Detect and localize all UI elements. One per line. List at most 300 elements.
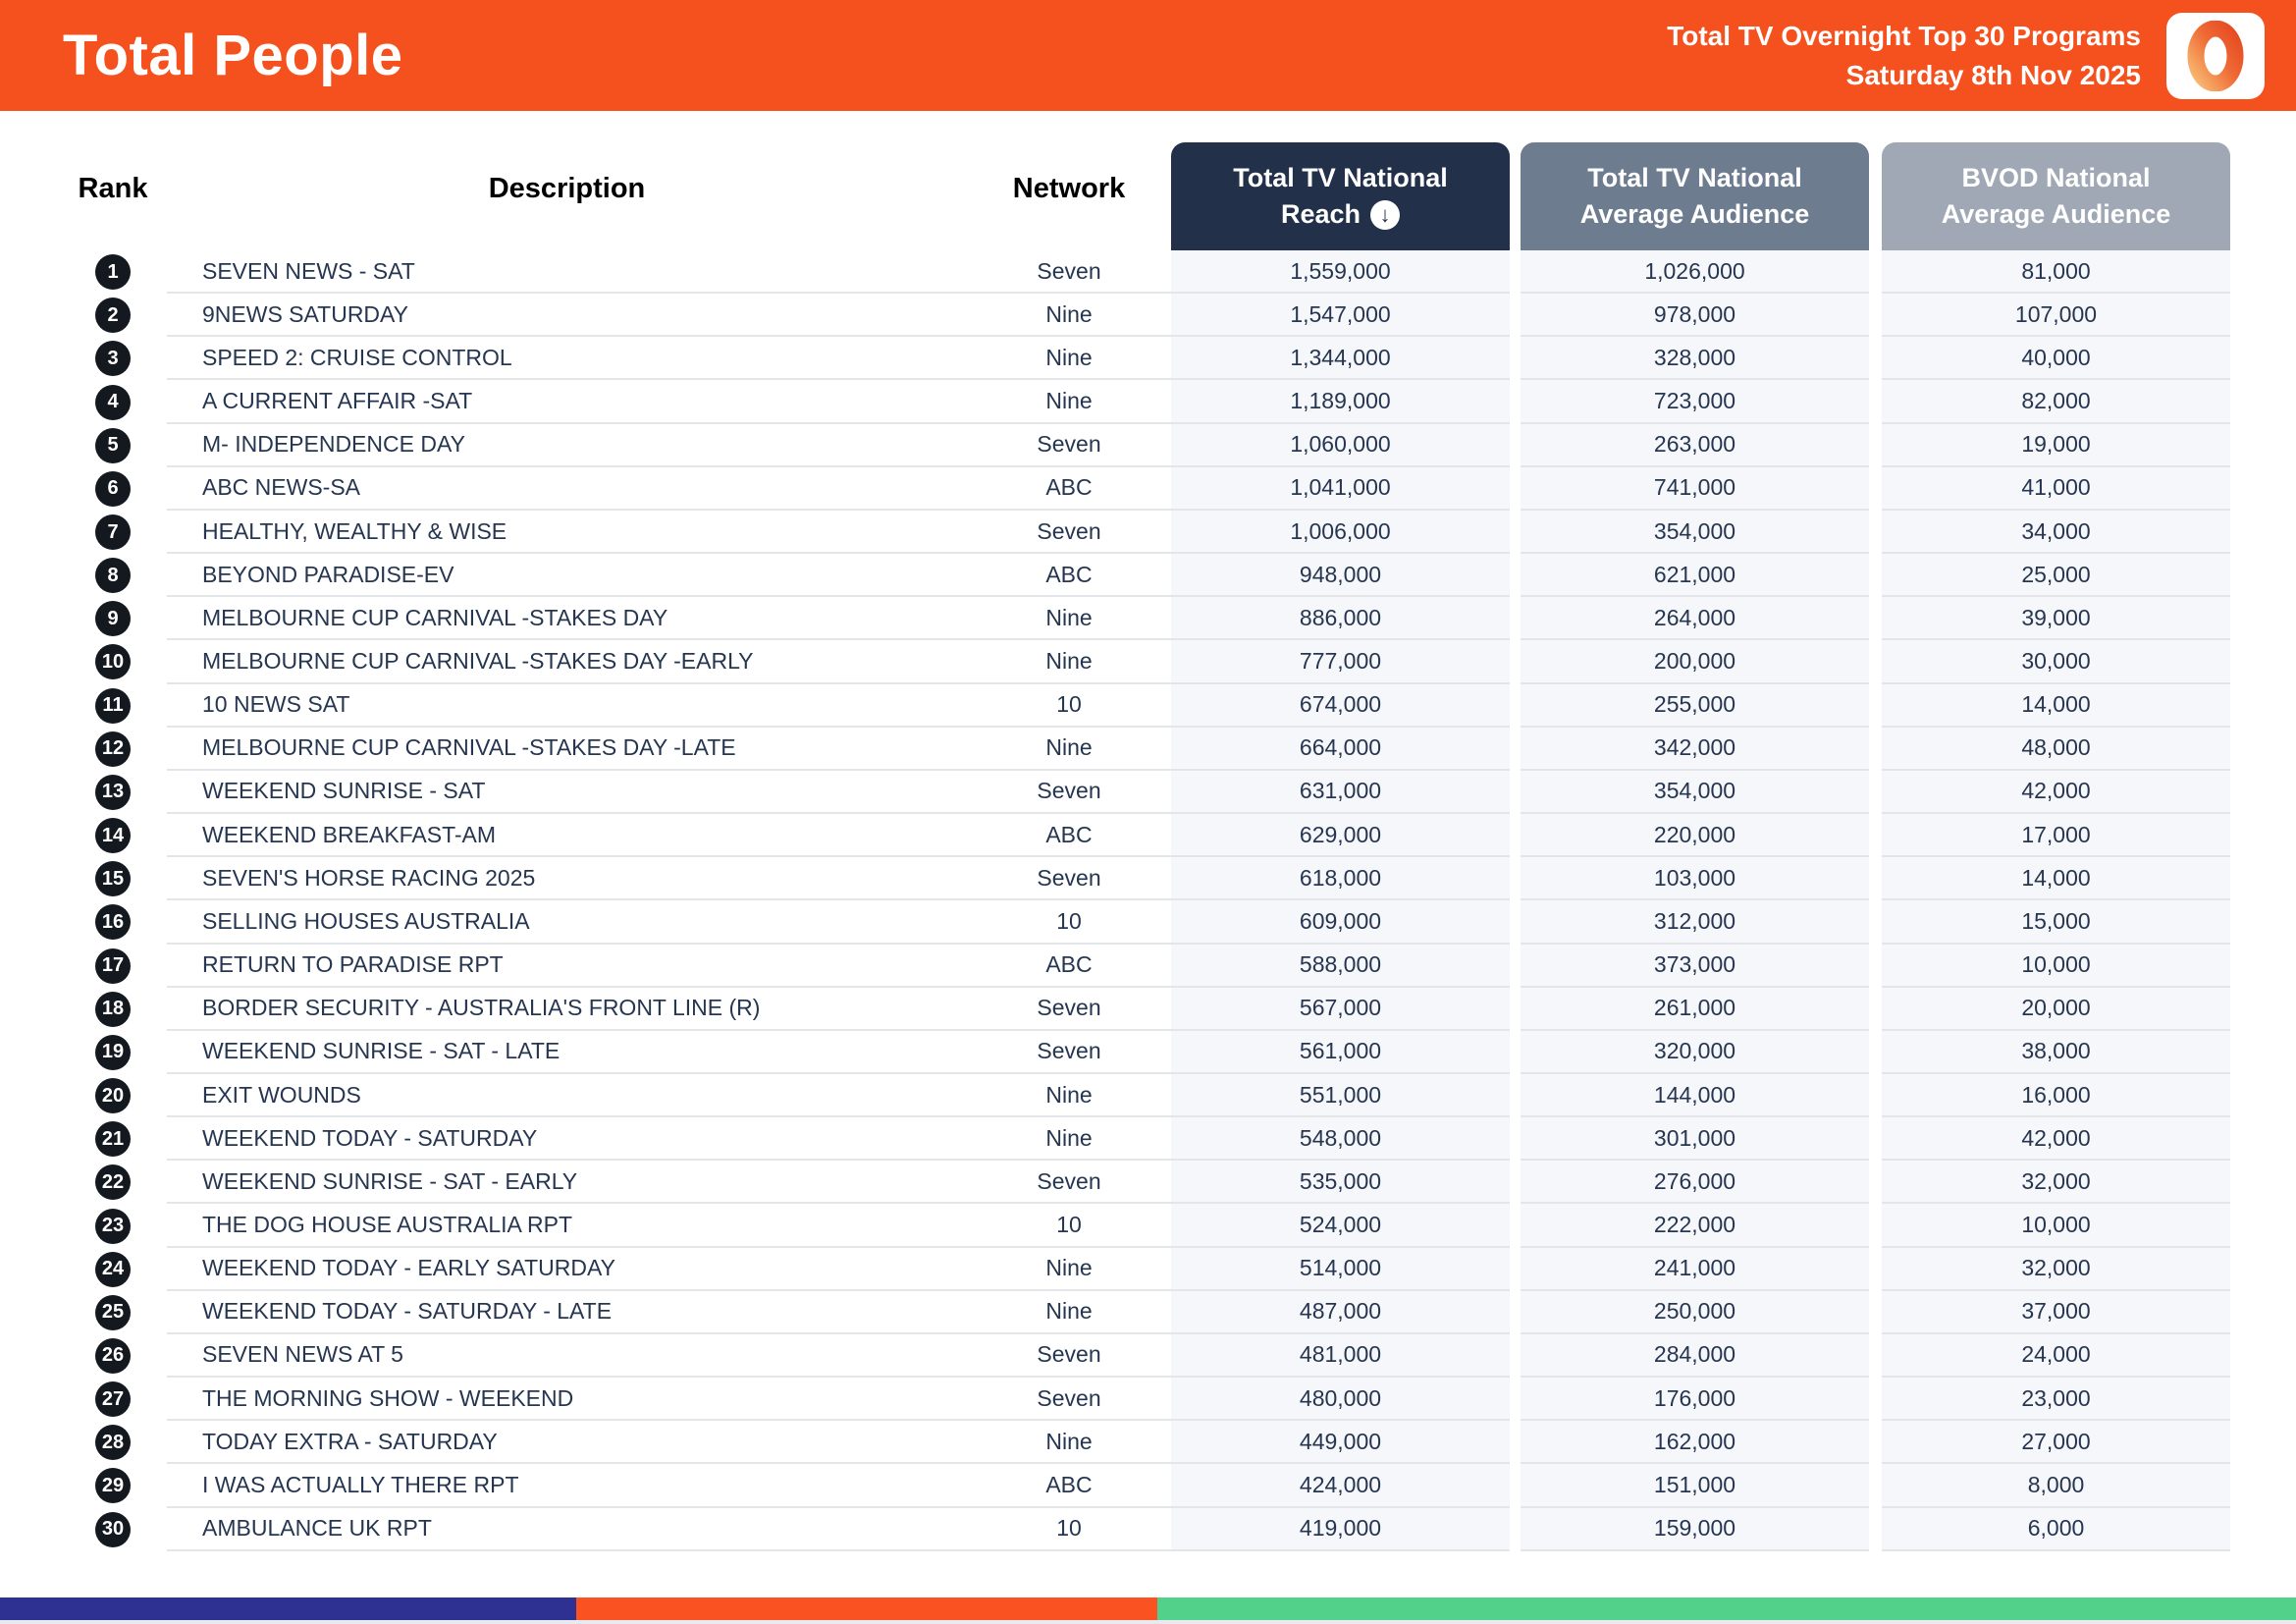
total-tv-avg-audience-value: 284,000 [1521, 1334, 1869, 1378]
rank-badge: 28 [95, 1425, 131, 1460]
column-gap [1869, 250, 1882, 294]
bvod-avg-audience-value: 10,000 [1882, 1204, 2230, 1247]
column-gap [1869, 554, 1882, 597]
total-tv-avg-audience-value: 200,000 [1521, 640, 1869, 683]
column-gap [1869, 684, 1882, 728]
program-network: ABC [967, 945, 1171, 988]
program-description: TODAY EXTRA - SATURDAY [167, 1421, 967, 1464]
column-gap [1510, 1378, 1521, 1421]
column-gap [1510, 1464, 1521, 1507]
rank-cell [59, 857, 167, 900]
table-row [59, 1508, 2230, 1551]
program-network: Nine [967, 1248, 1171, 1291]
rank-badge: 21 [95, 1121, 131, 1157]
program-description: M- INDEPENDENCE DAY [167, 424, 967, 467]
bvod-avg-audience-value: 25,000 [1882, 554, 2230, 597]
program-network: Seven [967, 771, 1171, 814]
rank-cell [59, 900, 167, 944]
table-row [59, 1464, 2230, 1507]
rank-badge: 6 [95, 471, 131, 507]
rank-cell [59, 294, 167, 337]
column-gap [1510, 900, 1521, 944]
total-tv-reach-value: 548,000 [1171, 1117, 1510, 1161]
total-tv-reach-value: 1,041,000 [1171, 467, 1510, 511]
program-network: Nine [967, 597, 1171, 640]
rank-badge: 19 [95, 1035, 131, 1070]
col-header-description: Description [488, 173, 646, 204]
column-gap [1869, 1508, 1882, 1551]
table-row [59, 988, 2230, 1031]
total-tv-reach-value: 567,000 [1171, 988, 1510, 1031]
bvod-avg-audience-value: 48,000 [1882, 728, 2230, 771]
table-row [59, 1291, 2230, 1334]
program-description: WEEKEND SUNRISE - SAT - LATE [167, 1031, 967, 1074]
program-description: MELBOURNE CUP CARNIVAL -STAKES DAY -LATE [167, 728, 967, 771]
column-gap [1869, 857, 1882, 900]
total-tv-avg-audience-value: 159,000 [1521, 1508, 1869, 1551]
rank-badge: 14 [95, 818, 131, 853]
table-row [59, 1204, 2230, 1247]
report-subtitle [1667, 17, 2141, 95]
avg-header-line1: Total TV National [1587, 163, 1802, 192]
column-gap [1869, 945, 1882, 988]
table-row [59, 1421, 2230, 1464]
bvod-avg-audience-value: 40,000 [1882, 337, 2230, 380]
total-tv-avg-audience-value: 342,000 [1521, 728, 1869, 771]
col-header-bvod-avg-audience [1882, 142, 2230, 250]
rank-cell [59, 771, 167, 814]
rank-badge: 22 [95, 1164, 131, 1200]
reach-header-line2: Reach [1280, 199, 1362, 229]
rank-badge: 12 [95, 731, 131, 767]
total-tv-reach-value: 631,000 [1171, 771, 1510, 814]
sort-descending-icon: ↓ [1370, 200, 1400, 230]
rank-badge: 8 [95, 558, 131, 593]
column-gap [1869, 1421, 1882, 1464]
table-row [59, 294, 2230, 337]
column-gap [1869, 814, 1882, 857]
table-row [59, 1334, 2230, 1378]
rank-badge: 7 [95, 514, 131, 550]
table-row [59, 814, 2230, 857]
col-header-total-tv-avg-audience [1521, 142, 1869, 250]
program-description: 10 NEWS SAT [167, 684, 967, 728]
program-description: WEEKEND TODAY - SATURDAY [167, 1117, 967, 1161]
program-network: Nine [967, 294, 1171, 337]
total-tv-reach-value: 514,000 [1171, 1248, 1510, 1291]
total-tv-avg-audience-value: 978,000 [1521, 294, 1869, 337]
total-tv-reach-value: 1,344,000 [1171, 337, 1510, 380]
rank-badge: 27 [95, 1381, 131, 1417]
bvod-avg-audience-value: 10,000 [1882, 945, 2230, 988]
bvod-avg-audience-value: 23,000 [1882, 1378, 2230, 1421]
table-row [59, 900, 2230, 944]
table-row [59, 771, 2230, 814]
program-description: SPEED 2: CRUISE CONTROL [167, 337, 967, 380]
total-tv-avg-audience-value: 320,000 [1521, 1031, 1869, 1074]
column-gap [1869, 380, 1882, 423]
program-description: AMBULANCE UK RPT [167, 1508, 967, 1551]
rank-cell [59, 1334, 167, 1378]
program-description: EXIT WOUNDS [167, 1074, 967, 1117]
column-gap [1869, 771, 1882, 814]
rank-cell [59, 684, 167, 728]
header-bar [0, 0, 2296, 111]
rank-badge: 11 [95, 688, 131, 724]
rank-badge: 18 [95, 992, 131, 1027]
total-tv-reach-value: 1,060,000 [1171, 424, 1510, 467]
rank-cell [59, 511, 167, 554]
rank-badge: 15 [95, 861, 131, 896]
total-tv-reach-value: 535,000 [1171, 1161, 1510, 1204]
col-header-total-tv-reach[interactable] [1171, 142, 1510, 250]
table-row [59, 945, 2230, 988]
program-network: Nine [967, 1421, 1171, 1464]
rank-cell [59, 380, 167, 423]
bvod-avg-audience-value: 32,000 [1882, 1248, 2230, 1291]
bvod-avg-audience-value: 19,000 [1882, 424, 2230, 467]
rank-badge: 3 [95, 341, 131, 376]
bvod-avg-audience-value: 107,000 [1882, 294, 2230, 337]
total-tv-avg-audience-value: 261,000 [1521, 988, 1869, 1031]
program-network: Nine [967, 728, 1171, 771]
total-tv-reach-value: 1,189,000 [1171, 380, 1510, 423]
total-tv-reach-value: 664,000 [1171, 728, 1510, 771]
rank-cell [59, 1378, 167, 1421]
rank-cell [59, 1161, 167, 1204]
report-subtitle-line1: Total TV Overnight Top 30 Programs [1667, 20, 2141, 51]
total-tv-reach-value: 424,000 [1171, 1464, 1510, 1507]
program-description: RETURN TO PARADISE RPT [167, 945, 967, 988]
col-header-rank: Rank [78, 173, 148, 204]
rank-cell [59, 1074, 167, 1117]
rank-cell [59, 424, 167, 467]
program-description: THE MORNING SHOW - WEEKEND [167, 1378, 967, 1421]
program-network: Seven [967, 1161, 1171, 1204]
total-tv-reach-value: 524,000 [1171, 1204, 1510, 1247]
rank-badge: 30 [95, 1512, 131, 1547]
total-tv-avg-audience-value: 723,000 [1521, 380, 1869, 423]
program-description: SEVEN'S HORSE RACING 2025 [167, 857, 967, 900]
rank-cell [59, 554, 167, 597]
total-tv-avg-audience-value: 354,000 [1521, 511, 1869, 554]
rank-cell [59, 814, 167, 857]
table-row [59, 337, 2230, 380]
column-gap [1510, 294, 1521, 337]
rank-badge: 10 [95, 644, 131, 679]
total-tv-avg-audience-value: 220,000 [1521, 814, 1869, 857]
column-gap [1869, 128, 1882, 250]
rank-cell [59, 1508, 167, 1551]
column-gap [1869, 1204, 1882, 1247]
reach-header-line1: Total TV National [1233, 163, 1448, 192]
program-network: Seven [967, 424, 1171, 467]
rank-badge: 25 [95, 1295, 131, 1330]
total-tv-avg-audience-value: 328,000 [1521, 337, 1869, 380]
bvod-avg-audience-value: 34,000 [1882, 511, 2230, 554]
column-gap [1510, 424, 1521, 467]
rank-badge: 4 [95, 385, 131, 420]
bvod-avg-audience-value: 39,000 [1882, 597, 2230, 640]
bvod-avg-audience-value: 32,000 [1882, 1161, 2230, 1204]
rank-cell [59, 728, 167, 771]
program-network: Nine [967, 640, 1171, 683]
rank-badge: 20 [95, 1078, 131, 1113]
column-gap [1869, 900, 1882, 944]
column-gap [1510, 1291, 1521, 1334]
total-tv-reach-value: 480,000 [1171, 1378, 1510, 1421]
bvod-avg-audience-value: 81,000 [1882, 250, 2230, 294]
total-tv-avg-audience-value: 373,000 [1521, 945, 1869, 988]
program-network: ABC [967, 814, 1171, 857]
total-tv-reach-value: 886,000 [1171, 597, 1510, 640]
program-network: ABC [967, 554, 1171, 597]
program-network: Seven [967, 988, 1171, 1031]
bvod-avg-audience-value: 42,000 [1882, 771, 2230, 814]
program-network: Nine [967, 1291, 1171, 1334]
total-tv-avg-audience-value: 250,000 [1521, 1291, 1869, 1334]
column-gap [1510, 1204, 1521, 1247]
table-row [59, 380, 2230, 423]
program-description: A CURRENT AFFAIR -SAT [167, 380, 967, 423]
column-gap [1869, 294, 1882, 337]
column-gap [1869, 1031, 1882, 1074]
program-description: BEYOND PARADISE-EV [167, 554, 967, 597]
column-gap [1510, 597, 1521, 640]
header-right [1667, 13, 2265, 99]
page-title: Total People [63, 24, 403, 87]
rank-cell [59, 1031, 167, 1074]
rank-badge: 24 [95, 1252, 131, 1287]
total-tv-reach-value: 948,000 [1171, 554, 1510, 597]
footer-color-bar [0, 1597, 2296, 1620]
program-network: Seven [967, 1378, 1171, 1421]
rank-badge: 26 [95, 1338, 131, 1374]
rank-badge: 5 [95, 428, 131, 463]
program-network: ABC [967, 467, 1171, 511]
total-tv-avg-audience-value: 176,000 [1521, 1378, 1869, 1421]
program-network: 10 [967, 1508, 1171, 1551]
bvod-avg-audience-value: 27,000 [1882, 1421, 2230, 1464]
total-tv-avg-audience-value: 301,000 [1521, 1117, 1869, 1161]
bvod-avg-audience-value: 37,000 [1882, 1291, 2230, 1334]
program-description: WEEKEND BREAKFAST-AM [167, 814, 967, 857]
program-network: Nine [967, 337, 1171, 380]
rank-cell [59, 1204, 167, 1247]
program-description: WEEKEND SUNRISE - SAT [167, 771, 967, 814]
rank-badge: 9 [95, 601, 131, 636]
program-description: 9NEWS SATURDAY [167, 294, 967, 337]
rank-badge: 23 [95, 1209, 131, 1244]
column-gap [1869, 467, 1882, 511]
program-network: Seven [967, 857, 1171, 900]
bvod-header-line1: BVOD National [1961, 163, 2151, 192]
avg-header-line2: Average Audience [1579, 199, 1810, 229]
total-tv-reach-value: 1,006,000 [1171, 511, 1510, 554]
table-row [59, 250, 2230, 294]
rank-badge: 29 [95, 1468, 131, 1503]
column-gap [1510, 1421, 1521, 1464]
column-gap [1869, 597, 1882, 640]
program-network: Nine [967, 1117, 1171, 1161]
table-row [59, 1378, 2230, 1421]
column-gap [1510, 128, 1521, 250]
table-body [59, 250, 2230, 1551]
program-network: 10 [967, 900, 1171, 944]
total-tv-reach-value: 561,000 [1171, 1031, 1510, 1074]
bvod-header-line2: Average Audience [1941, 199, 2171, 229]
total-tv-reach-value: 1,547,000 [1171, 294, 1510, 337]
footer-edge-strip [0, 1620, 2296, 1624]
table-row [59, 640, 2230, 683]
bvod-avg-audience-value: 38,000 [1882, 1031, 2230, 1074]
total-tv-reach-value: 487,000 [1171, 1291, 1510, 1334]
column-gap [1510, 988, 1521, 1031]
footer-bar-blue-segment [0, 1597, 576, 1620]
total-tv-avg-audience-value: 312,000 [1521, 900, 1869, 944]
column-gap [1510, 380, 1521, 423]
rank-cell [59, 250, 167, 294]
column-gap [1869, 1074, 1882, 1117]
column-gap [1869, 1117, 1882, 1161]
column-gap [1510, 337, 1521, 380]
table-row [59, 1117, 2230, 1161]
rank-badge: 16 [95, 904, 131, 940]
total-tv-avg-audience-value: 144,000 [1521, 1074, 1869, 1117]
rank-cell [59, 597, 167, 640]
column-gap [1510, 250, 1521, 294]
column-gap [1869, 1334, 1882, 1378]
bvod-avg-audience-value: 41,000 [1882, 467, 2230, 511]
table-header-row [59, 128, 2230, 250]
table-row [59, 467, 2230, 511]
column-gap [1869, 1378, 1882, 1421]
column-gap [1510, 684, 1521, 728]
table-row [59, 597, 2230, 640]
column-gap [1510, 728, 1521, 771]
column-gap [1510, 1161, 1521, 1204]
total-tv-avg-audience-value: 255,000 [1521, 684, 1869, 728]
total-tv-avg-audience-value: 264,000 [1521, 597, 1869, 640]
program-description: WEEKEND TODAY - SATURDAY - LATE [167, 1291, 967, 1334]
rank-badge: 13 [95, 775, 131, 810]
column-gap [1869, 728, 1882, 771]
total-tv-avg-audience-value: 263,000 [1521, 424, 1869, 467]
total-tv-avg-audience-value: 276,000 [1521, 1161, 1869, 1204]
column-gap [1510, 945, 1521, 988]
column-gap [1869, 1291, 1882, 1334]
rank-cell [59, 640, 167, 683]
program-description: I WAS ACTUALLY THERE RPT [167, 1464, 967, 1507]
total-tv-avg-audience-value: 162,000 [1521, 1421, 1869, 1464]
program-description: WEEKEND SUNRISE - SAT - EARLY [167, 1161, 967, 1204]
total-tv-reach-value: 419,000 [1171, 1508, 1510, 1551]
rank-cell [59, 1291, 167, 1334]
program-network: Seven [967, 1334, 1171, 1378]
total-tv-reach-value: 551,000 [1171, 1074, 1510, 1117]
rank-cell [59, 467, 167, 511]
program-description: MELBOURNE CUP CARNIVAL -STAKES DAY [167, 597, 967, 640]
total-tv-reach-value: 674,000 [1171, 684, 1510, 728]
total-tv-reach-value: 481,000 [1171, 1334, 1510, 1378]
column-gap [1510, 1508, 1521, 1551]
total-tv-reach-value: 588,000 [1171, 945, 1510, 988]
bvod-avg-audience-value: 42,000 [1882, 1117, 2230, 1161]
rank-cell [59, 1248, 167, 1291]
program-description: SEVEN NEWS - SAT [167, 250, 967, 294]
bvod-avg-audience-value: 82,000 [1882, 380, 2230, 423]
column-gap [1869, 1248, 1882, 1291]
program-description: HEALTHY, WEALTHY & WISE [167, 511, 967, 554]
column-gap [1869, 1161, 1882, 1204]
bvod-avg-audience-value: 8,000 [1882, 1464, 2230, 1507]
column-gap [1510, 814, 1521, 857]
rank-cell [59, 988, 167, 1031]
bvod-avg-audience-value: 14,000 [1882, 857, 2230, 900]
total-tv-reach-value: 609,000 [1171, 900, 1510, 944]
program-description: SEVEN NEWS AT 5 [167, 1334, 967, 1378]
total-tv-avg-audience-value: 354,000 [1521, 771, 1869, 814]
column-gap [1510, 1334, 1521, 1378]
rank-cell [59, 945, 167, 988]
total-tv-reach-value: 1,559,000 [1171, 250, 1510, 294]
total-tv-avg-audience-value: 222,000 [1521, 1204, 1869, 1247]
program-description: BORDER SECURITY - AUSTRALIA'S FRONT LINE (R) [167, 988, 967, 1031]
bvod-avg-audience-value: 6,000 [1882, 1508, 2230, 1551]
program-network: ABC [967, 1464, 1171, 1507]
table-row [59, 1031, 2230, 1074]
program-network: Seven [967, 1031, 1171, 1074]
column-gap [1869, 988, 1882, 1031]
table-row [59, 511, 2230, 554]
program-network: Seven [967, 511, 1171, 554]
program-description: SELLING HOUSES AUSTRALIA [167, 900, 967, 944]
rank-badge: 2 [95, 298, 131, 333]
total-tv-reach-value: 777,000 [1171, 640, 1510, 683]
total-tv-avg-audience-value: 1,026,000 [1521, 250, 1869, 294]
oztam-zero-icon [2180, 21, 2251, 91]
total-tv-reach-value: 629,000 [1171, 814, 1510, 857]
rank-cell [59, 1117, 167, 1161]
table-row [59, 1248, 2230, 1291]
column-gap [1510, 467, 1521, 511]
program-description: MELBOURNE CUP CARNIVAL -STAKES DAY -EARLY [167, 640, 967, 683]
program-network: 10 [967, 684, 1171, 728]
column-gap [1510, 771, 1521, 814]
oztam-logo [2166, 13, 2265, 99]
program-network: Nine [967, 380, 1171, 423]
col-header-network: Network [1012, 173, 1126, 204]
bvod-avg-audience-value: 15,000 [1882, 900, 2230, 944]
bvod-avg-audience-value: 24,000 [1882, 1334, 2230, 1378]
column-gap [1869, 337, 1882, 380]
footer-bar-orange-segment [576, 1597, 1157, 1620]
bvod-avg-audience-value: 20,000 [1882, 988, 2230, 1031]
bvod-avg-audience-value: 16,000 [1882, 1074, 2230, 1117]
report-subtitle-line2: Saturday 8th Nov 2025 [1845, 59, 2141, 90]
program-network: 10 [967, 1204, 1171, 1247]
column-gap [1510, 640, 1521, 683]
table-row [59, 857, 2230, 900]
total-tv-avg-audience-value: 621,000 [1521, 554, 1869, 597]
column-gap [1510, 1074, 1521, 1117]
bvod-avg-audience-value: 17,000 [1882, 814, 2230, 857]
program-description: WEEKEND TODAY - EARLY SATURDAY [167, 1248, 967, 1291]
table-row [59, 554, 2230, 597]
footer-bar-green-segment [1157, 1597, 2296, 1620]
column-gap [1869, 424, 1882, 467]
table-row [59, 424, 2230, 467]
